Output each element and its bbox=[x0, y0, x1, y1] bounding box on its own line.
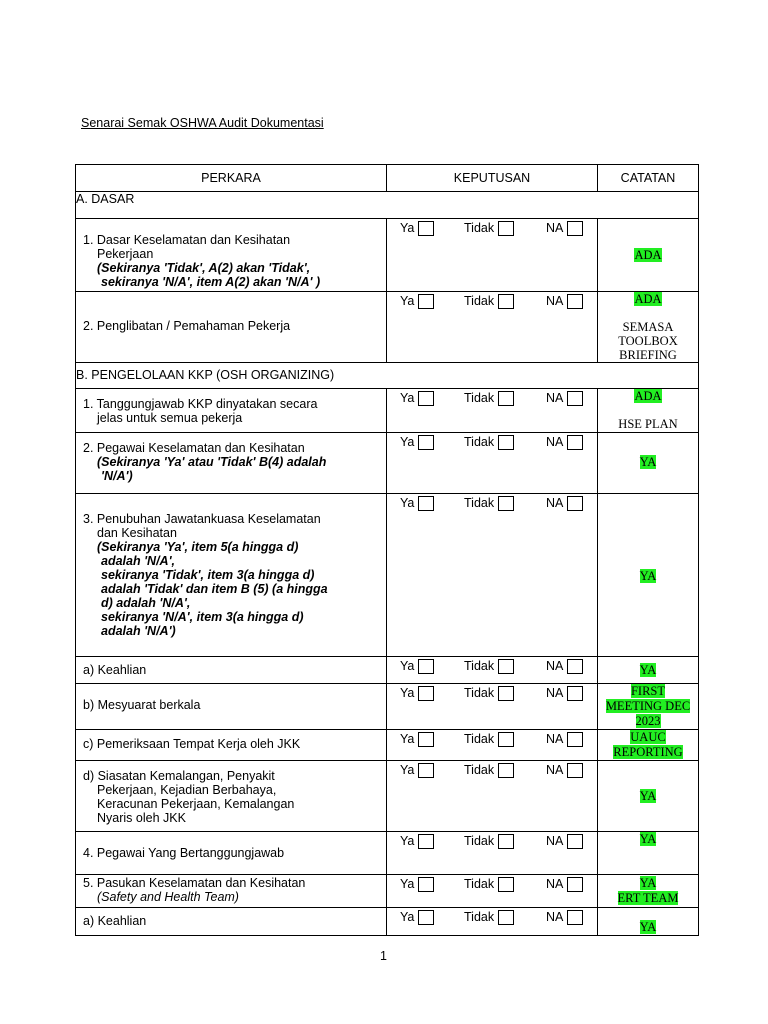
table-row bbox=[76, 684, 699, 730]
note-highlight: ADA bbox=[634, 248, 662, 262]
na-checkbox[interactable] bbox=[567, 294, 583, 309]
table-row bbox=[76, 875, 699, 908]
decision-cell bbox=[387, 684, 598, 730]
item-cell bbox=[76, 761, 387, 832]
note-cell bbox=[598, 730, 699, 761]
na-checkbox[interactable] bbox=[567, 496, 583, 511]
ya-label: Ya bbox=[400, 294, 415, 308]
tidak-label: Tidak bbox=[464, 221, 495, 235]
note-text: BRIEFING bbox=[619, 348, 677, 362]
ya-label: Ya bbox=[400, 435, 415, 449]
tidak-checkbox[interactable] bbox=[498, 763, 514, 778]
tidak-checkbox[interactable] bbox=[498, 294, 514, 309]
tidak-label: Tidak bbox=[464, 910, 495, 924]
item-text: d) Siasatan Kemalangan, Penyakit bbox=[83, 769, 275, 783]
note-highlight: YA bbox=[639, 876, 657, 890]
item-cell bbox=[76, 292, 387, 363]
note-text: SEMASA bbox=[622, 320, 674, 334]
header-catatan: CATATAN bbox=[598, 165, 699, 192]
tidak-checkbox[interactable] bbox=[498, 877, 514, 892]
na-checkbox[interactable] bbox=[567, 221, 583, 236]
item-cell bbox=[76, 730, 387, 761]
item-cell bbox=[76, 657, 387, 684]
tidak-checkbox[interactable] bbox=[498, 496, 514, 511]
item-cell bbox=[76, 219, 387, 292]
na-checkbox[interactable] bbox=[567, 877, 583, 892]
note-cell bbox=[598, 657, 699, 684]
na-label: NA bbox=[546, 763, 564, 777]
note-cell bbox=[598, 389, 699, 433]
header-row bbox=[76, 165, 699, 192]
ya-label: Ya bbox=[400, 763, 415, 777]
ya-checkbox[interactable] bbox=[418, 496, 434, 511]
item-text: 1. Tanggungjawab KKP dinyatakan secara bbox=[83, 397, 318, 411]
ya-label: Ya bbox=[400, 496, 415, 510]
item-cell bbox=[76, 494, 387, 657]
note-highlight: YA bbox=[639, 455, 657, 469]
note-highlight: FIRST bbox=[630, 684, 666, 698]
na-checkbox[interactable] bbox=[567, 435, 583, 450]
item-text: Keracunan Pekerjaan, Kemalangan bbox=[97, 797, 295, 811]
tidak-label: Tidak bbox=[464, 877, 495, 891]
decision-cell bbox=[387, 908, 598, 936]
decision-cell bbox=[387, 389, 598, 433]
item-cell bbox=[76, 389, 387, 433]
item-cell bbox=[76, 908, 387, 936]
item-text: Nyaris oleh JKK bbox=[97, 811, 186, 825]
ya-checkbox[interactable] bbox=[418, 732, 434, 747]
decision-cell bbox=[387, 219, 598, 292]
item-note: adalah 'N/A') bbox=[101, 624, 176, 638]
item-note: (Sekiranya 'Ya', item 5(a hingga d) bbox=[97, 540, 299, 554]
item-text: 2. Pegawai Keselamatan dan Kesihatan bbox=[83, 441, 305, 455]
note-cell bbox=[598, 219, 699, 292]
item-text: a) Keahlian bbox=[83, 914, 147, 928]
na-label: NA bbox=[546, 910, 564, 924]
table-row bbox=[76, 908, 699, 936]
na-checkbox[interactable] bbox=[567, 686, 583, 701]
ya-checkbox[interactable] bbox=[418, 910, 434, 925]
item-text: 4. Pegawai Yang Bertanggungjawab bbox=[83, 846, 285, 860]
na-label: NA bbox=[546, 496, 564, 510]
note-cell bbox=[598, 684, 699, 730]
note-cell bbox=[598, 761, 699, 832]
note-cell bbox=[598, 832, 699, 875]
note-text: HSE PLAN bbox=[618, 417, 678, 431]
note-cell bbox=[598, 494, 699, 657]
header-perkara: PERKARA bbox=[76, 165, 387, 192]
item-text: a) Keahlian bbox=[83, 663, 147, 677]
item-note: adalah 'N/A', bbox=[101, 554, 176, 568]
ya-label: Ya bbox=[400, 877, 415, 891]
item-note: sekiranya 'N/A', item A(2) akan 'N/A' ) bbox=[101, 275, 321, 289]
note-highlight: 2023 bbox=[635, 714, 661, 728]
ya-checkbox[interactable] bbox=[418, 391, 434, 406]
note-highlight: YA bbox=[639, 920, 657, 934]
note-highlight: UAUC bbox=[630, 730, 666, 744]
item-cell bbox=[76, 875, 387, 908]
tidak-checkbox[interactable] bbox=[498, 686, 514, 701]
na-checkbox[interactable] bbox=[567, 391, 583, 406]
tidak-label: Tidak bbox=[464, 732, 495, 746]
table-row bbox=[76, 433, 699, 494]
note-cell bbox=[598, 433, 699, 494]
item-cell bbox=[76, 832, 387, 875]
table-row bbox=[76, 657, 699, 684]
section-a-title: A. DASAR bbox=[76, 192, 699, 219]
item-text: 1. Dasar Keselamatan dan Kesihatan bbox=[83, 233, 291, 247]
tidak-label: Tidak bbox=[464, 686, 495, 700]
tidak-label: Tidak bbox=[464, 763, 495, 777]
note-highlight: YA bbox=[639, 832, 657, 846]
item-text: Pekerjaan bbox=[97, 247, 154, 261]
na-checkbox[interactable] bbox=[567, 910, 583, 925]
na-label: NA bbox=[546, 294, 564, 308]
ya-label: Ya bbox=[400, 221, 415, 235]
item-note: d) adalah 'N/A', bbox=[101, 596, 191, 610]
ya-label: Ya bbox=[400, 834, 415, 848]
tidak-checkbox[interactable] bbox=[498, 659, 514, 674]
item-note: sekiranya 'N/A', item 3(a hingga d) bbox=[101, 610, 304, 624]
note-highlight: ADA bbox=[634, 292, 662, 306]
decision-cell bbox=[387, 761, 598, 832]
ya-checkbox[interactable] bbox=[418, 435, 434, 450]
section-row bbox=[76, 363, 699, 389]
na-checkbox[interactable] bbox=[567, 834, 583, 849]
note-highlight: YA bbox=[639, 569, 657, 583]
item-cell bbox=[76, 684, 387, 730]
ya-label: Ya bbox=[400, 910, 415, 924]
table-row bbox=[76, 389, 699, 433]
tidak-label: Tidak bbox=[464, 496, 495, 510]
ya-checkbox[interactable] bbox=[418, 763, 434, 778]
ya-checkbox[interactable] bbox=[418, 659, 434, 674]
item-text: Pekerjaan, Kejadian Berbahaya, bbox=[97, 783, 277, 797]
tidak-label: Tidak bbox=[464, 435, 495, 449]
item-note: 'N/A') bbox=[101, 469, 133, 483]
decision-cell bbox=[387, 657, 598, 684]
tidak-checkbox[interactable] bbox=[498, 435, 514, 450]
ya-checkbox[interactable] bbox=[418, 221, 434, 236]
page-number: 1 bbox=[380, 949, 387, 963]
na-label: NA bbox=[546, 221, 564, 235]
table-row bbox=[76, 494, 699, 657]
item-cell bbox=[76, 433, 387, 494]
note-highlight: ERT TEAM bbox=[617, 891, 679, 905]
decision-cell bbox=[387, 832, 598, 875]
item-note: adalah 'Tidak' dan item B (5) (a hingga bbox=[101, 582, 328, 596]
ya-checkbox[interactable] bbox=[418, 877, 434, 892]
document-title: Senarai Semak OSHWA Audit Dokumentasi bbox=[81, 116, 324, 130]
note-cell bbox=[598, 875, 699, 908]
note-cell bbox=[598, 292, 699, 363]
item-text: dan Kesihatan bbox=[97, 526, 177, 540]
note-highlight: YA bbox=[639, 663, 657, 677]
decision-cell bbox=[387, 730, 598, 761]
tidak-checkbox[interactable] bbox=[498, 732, 514, 747]
table-row bbox=[76, 761, 699, 832]
na-label: NA bbox=[546, 659, 564, 673]
tidak-label: Tidak bbox=[464, 834, 495, 848]
item-text: b) Mesyuarat berkala bbox=[83, 698, 201, 712]
tidak-checkbox[interactable] bbox=[498, 221, 514, 236]
na-label: NA bbox=[546, 877, 564, 891]
na-label: NA bbox=[546, 732, 564, 746]
item-text: 5. Pasukan Keselamatan dan Kesihatan bbox=[83, 876, 306, 890]
na-label: NA bbox=[546, 435, 564, 449]
item-text: 3. Penubuhan Jawatankuasa Keselamatan bbox=[83, 512, 321, 526]
ya-checkbox[interactable] bbox=[418, 834, 434, 849]
table-row bbox=[76, 730, 699, 761]
header-keputusan: KEPUTUSAN bbox=[387, 165, 598, 192]
tidak-label: Tidak bbox=[464, 659, 495, 673]
na-label: NA bbox=[546, 834, 564, 848]
decision-cell bbox=[387, 875, 598, 908]
table-row bbox=[76, 219, 699, 292]
na-label: NA bbox=[546, 391, 564, 405]
ya-label: Ya bbox=[400, 659, 415, 673]
ya-checkbox[interactable] bbox=[418, 686, 434, 701]
table-row bbox=[76, 832, 699, 875]
decision-cell bbox=[387, 433, 598, 494]
audit-checklist-table bbox=[75, 164, 699, 936]
item-note: (Sekiranya 'Tidak', A(2) akan 'Tidak', bbox=[97, 261, 311, 275]
ya-checkbox[interactable] bbox=[418, 294, 434, 309]
item-text: c) Pemeriksaan Tempat Kerja oleh JKK bbox=[83, 737, 301, 751]
tidak-label: Tidak bbox=[464, 294, 495, 308]
note-highlight: MEETING DEC bbox=[605, 699, 691, 713]
ya-label: Ya bbox=[400, 391, 415, 405]
note-highlight: YA bbox=[639, 789, 657, 803]
ya-label: Ya bbox=[400, 732, 415, 746]
table-row bbox=[76, 292, 699, 363]
note-highlight: REPORTING bbox=[613, 745, 683, 759]
decision-cell bbox=[387, 292, 598, 363]
tidak-checkbox[interactable] bbox=[498, 834, 514, 849]
na-checkbox[interactable] bbox=[567, 763, 583, 778]
na-checkbox[interactable] bbox=[567, 659, 583, 674]
decision-cell bbox=[387, 494, 598, 657]
note-text: TOOLBOX bbox=[618, 334, 678, 348]
section-b-title: B. PENGELOLAAN KKP (OSH ORGANIZING) bbox=[76, 363, 699, 389]
item-note: sekiranya 'Tidak', item 3(a hingga d) bbox=[101, 568, 315, 582]
na-checkbox[interactable] bbox=[567, 732, 583, 747]
ya-label: Ya bbox=[400, 686, 415, 700]
tidak-checkbox[interactable] bbox=[498, 910, 514, 925]
section-row bbox=[76, 192, 699, 219]
item-text: 2. Penglibatan / Pemahaman Pekerja bbox=[83, 319, 291, 333]
item-note: (Sekiranya 'Ya' atau 'Tidak' B(4) adalah bbox=[97, 455, 327, 469]
item-text: jelas untuk semua pekerja bbox=[97, 411, 243, 425]
note-highlight: ADA bbox=[634, 389, 662, 403]
tidak-label: Tidak bbox=[464, 391, 495, 405]
na-label: NA bbox=[546, 686, 564, 700]
tidak-checkbox[interactable] bbox=[498, 391, 514, 406]
note-cell bbox=[598, 908, 699, 936]
item-note: (Safety and Health Team) bbox=[97, 890, 239, 904]
